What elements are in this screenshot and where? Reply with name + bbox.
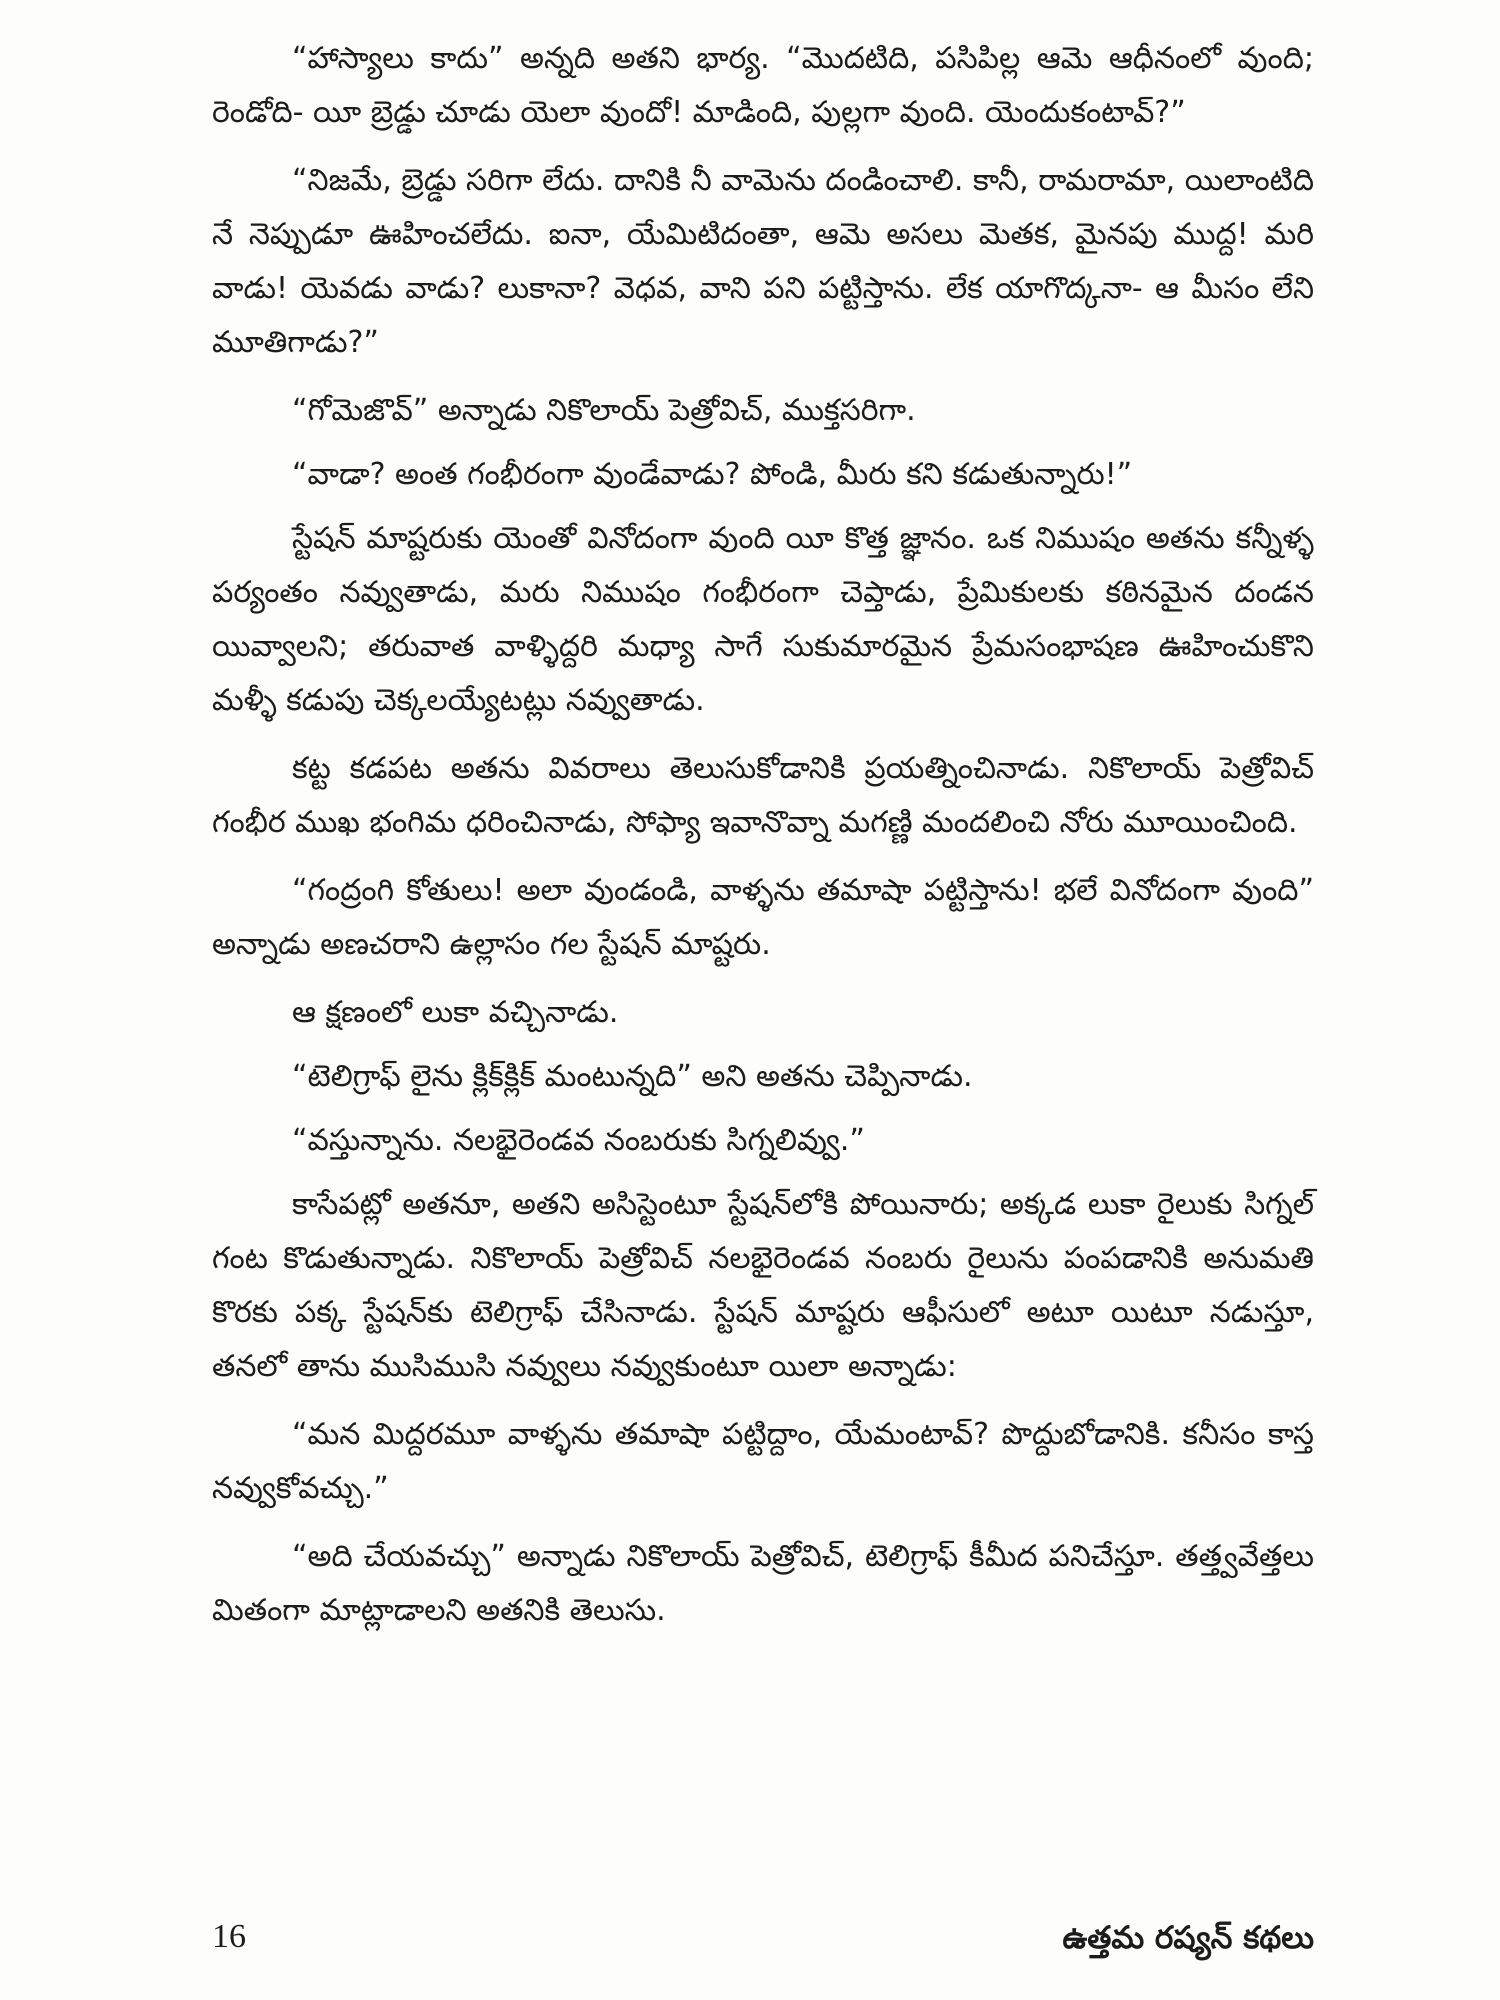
- paragraph: “మన మిద్దరమూ వాళ్ళను తమాషా పట్టిద్దాం, యేమంటావ్? పొద్దుబోడానికి. కనీసం కాస్త నవ్వుకోవచ్చు.”: [212, 1417, 1314, 1506]
- paragraph: “టెలిగ్రాఫ్ లైను క్లిక్‌క్లిక్ మంటున్నది” అని అతను చెప్పినాడు.: [292, 1059, 973, 1094]
- paragraph: “హాస్యాలు కాదు” అన్నది అతని భార్య. “మొదటిది, పసిపిల్ల ఆమె ఆధీనంలో వుంది; రెండోది- యీ బ్రెడ్డు చూడు యెలా వుందో! మాడింది, పుల్లగా వుంది. యెందుకంటావ్?”: [212, 41, 1314, 130]
- paragraph: “గోమెజొవ్” అన్నాడు నికొలాయ్ పెత్రోవిచ్, ముక్తసరిగా.: [292, 393, 916, 428]
- paragraph: “వాడా? అంత గంభీరంగా వుండేవాడు? పోండి, మీరు కని కడుతున్నారు!”: [292, 457, 1133, 492]
- paragraph: స్టేషన్ మాష్టరుకు యెంతో వినోదంగా వుంది యీ కొత్త జ్ఞానం. ఒక నిముషం అతను కన్నీళ్ళ పర్యంతం నవ్వుతాడు, మరు నిముషం గంభీరంగా చెప్తాడు, ప్రేమికులకు కఠినమైన దండన యివ్వాలని; తరువాత వాళ్ళిద్దరి మధ్యా సాగే సుకుమారమైన ప్రేమసంభాషణ ఊహించుకొని మళ్ళీ కడుపు చెక్కలయ్యేటట్లు నవ్వుతాడు.: [212, 521, 1314, 718]
- paragraph: “గంద్రంగి కోతులు! అలా వుండండి, వాళ్ళను తమాషా పట్టిస్తాను! భలే వినోదంగా వుంది” అన్నాడు అణచరాని ఉల్లాసం గల స్టేషన్ మాష్టరు.: [212, 873, 1314, 962]
- page-body: [212, 32, 1314, 1652]
- paragraph: “వస్తున్నాను. నలభైరెండవ నంబరుకు సిగ్నలివ్వు.”: [292, 1123, 865, 1158]
- page-footer: [212, 1918, 1314, 1966]
- paragraph: “అది చేయవచ్చు” అన్నాడు నికొలాయ్ పెత్రోవిచ్, టెలిగ్రాఫ్ కీమీద పనిచేస్తూ. తత్త్వవేత్తలు మితంగా మాట్లాడాలని అతనికి తెలుసు.: [212, 1539, 1314, 1628]
- paragraph: “నిజమే, బ్రెడ్డు సరిగా లేదు. దానికి నీ వామెను దండించాలి. కానీ, రామరామా, యిలాంటిది నే నెప్పుడూ ఊహించలేదు. ఐనా, యేమిటిదంతా, ఆమె అసలు మెతక, మైనపు ముద్ద! మరి వాడు! యెవడు వాడు? లుకానా? వెధవ, వాని పని పట్టిస్తాను. లేక యాగొద్కనా- ఆ మీసం లేని మూతిగాడు?”: [212, 163, 1314, 360]
- page-number: 16: [212, 1918, 246, 1955]
- book-title: ఉత్తమ రష్యన్ కథలు: [1062, 1920, 1314, 1956]
- paragraph: కట్ట కడపట అతను వివరాలు తెలుసుకోడానికి ప్రయత్నించినాడు. నికొలాయ్ పెత్రోవిచ్ గంభీర ముఖ భంగిమ ధరించినాడు, సోఫ్యా ఇవానొవ్నా మగణ్ణి మందలించి నోరు మూయించింది.: [212, 751, 1314, 840]
- paragraph: కాసేపట్లో అతనూ, అతని అసిస్టెంటూ స్టేషన్‌లోకి పోయినారు; అక్కడ లుకా రైలుకు సిగ్నల్ గంట కొడుతున్నాడు. నికొలాయ్ పెత్రోవిచ్ నలభైరెండవ నంబరు రైలును పంపడానికి అనుమతి కొరకు పక్క స్టేషన్‌కు టెలిగ్రాఫ్ చేసినాడు. స్టేషన్ మాష్టరు ఆఫీసులో అటూ యిటూ నడుస్తూ, తనలో తాను ముసిముసి నవ్వులు నవ్వుకుంటూ యిలా అన్నాడు:: [212, 1187, 1314, 1384]
- paragraph: ఆ క్షణంలో లుకా వచ్చినాడు.: [292, 995, 619, 1030]
